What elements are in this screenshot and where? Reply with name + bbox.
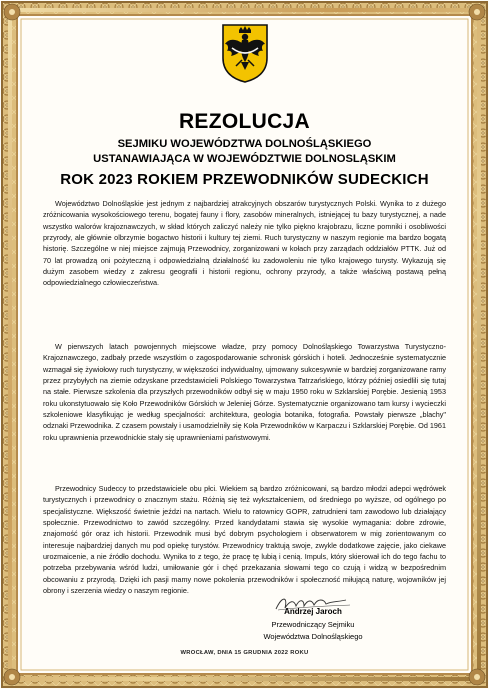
signatory-name: Andrzej Jaroch [284, 607, 342, 616]
document-headline: ROK 2023 ROKIEM PRZEWODNIKÓW SUDECKICH [60, 171, 429, 188]
document-title: REZOLUCJA [178, 110, 311, 133]
body-paragraph: Województwo Dolnośląskie jest jednym z najbardziej atrakcyjnych obszarów turystycznych Polski. Wynika to z dużego zróżnicowania wysokościowego terenu, bogatej fauny i flory, zasobów mineralnych, istniejącej tu bazy turystycznej, a nade wszystko walorów krajoznawczych, w skład których zaliczyć należy nie tylko piękno krajobrazu, liczne pomniki i osobliwości przyrody, ale głównie olbrzymie bogactwo historii i kultury tej ziemi. Ruch turystyczny w naszym regionie ma bardzo bogatą historię. Szczególne w niej miejsce zajmują Przewodnicy, zorganizowani w kołach przy zarządach oddziałów PTTK. Już od 70 lat prowadzą oni pożyteczną i odpowiedzialną działalność ku zadowoleniu nie tylko krajowego turysty. Wykazują się dużym zasobem wiedzy z zakresu geografii i historii regionu, ochrony przyrody, a także właściwą postawą pełną odpowiedzialnego człowieczeństwa. [43, 199, 446, 288]
place-date: WROCŁAW, DNIA 15 GRUDNIA 2022 ROKU [180, 650, 309, 656]
lower-silesia-eagle-crest-icon [220, 22, 270, 84]
signatory-role: Województwa Dolnośląskiego [263, 632, 363, 641]
body-paragraph: Przewodnicy Sudeccy to przedstawiciele obu płci. Wiekiem są bardzo zróżnicowani, są bardzo młodzi adepci wędrówek turystycznych i przewodnicy o znacznym stażu. Różnią się też wykształceniem, od średniego po wyższe, od ogólnego po specjalistyczne. Większość świetnie jeździ na nartach. Wielu to ratownicy GOPR, zatrudnieni tam zawodowo lub działający społecznie. Przewodnictwo to zawód szczególny. Przed kandydatami stawia się wysokie wymagania: dobre zdrowie, znajomość gór oraz ich historii. Przewodnik musi być dobrym psychologiem i obserwatorem w mig zorientowanym co interesuje najbardziej danych mu pod opiekę turystów. Przewodnicy traktują swoje, zwykle dodatkowe zajęcie, jako ciekawe urozmaicenie, a nie źródło dochodu. Wynika to z tego, że pracę tę lubią i cenią. Impuls, który skierował ich do tego fachu to potrzeba przebywania wśród ludzi, umiłowanie gór i chęć przekazania słowami tego co czują i widzą w bezpośrednim obcowaniu z przyrodą. Dzięki ich pasji mamy nowe pokolenia przewodników i społeczność miłującą naturę, wojowników jej obrony i szerzenia wiedzy o naszym regionie. [43, 484, 446, 596]
document-subtitle: USTANAWIAJĄCA W WOJEWÓDZTWIE DOLNOSLĄSKIM [93, 153, 396, 165]
body-paragraph: W pierwszych latach powojennych miejscowe władze, przy pomocy Dolnośląskiego Towarzystwa Turystyczno-Krajoznawczego, zadbały przede wszystkim o zagospodarowanie schronisk górskich i hoteli. Jednocześnie systematycznie wzmagał się żywiołowy ruch turystyczny, w większości indywidualny, ujmowany sukcesywnie w bardziej zorganizowane ramy przez przybyłych na ziemie odzyskane przedstawicieli Polskiego Towarzystwa Tatrzańskiego, którzy później osiedlili się tutaj na stałe. Pierwsze szkolenia dla przyszłych przewodników odbył się w maju 1950 roku w Szklarskiej Porębie. Jesienią 1953 roku ukonstytuowało się Koło Przewodników Górskich w Jeleniej Górze. Systematycznie organizowano tam kursy i wycieczki szkoleniowe klasyfikując je według specjalności: architektura, geologia botanika, fotografia. Powstały pierwsze „blachy" odznaki Przewodnika. Z czasem powstały i usamodzielniły się Koła Przewodników w Karpaczu i Szklarskiej Porębie. Od 1961 roku uprawnienia przewodnickie stały się uprawnieniami państwowymi. [43, 342, 446, 442]
document-subtitle: SEJMIKU WOJEWÓDZTWA DOLNOŚLĄSKIEGO [117, 138, 372, 150]
signatory-role: Przewodniczący Sejmiku [271, 620, 355, 629]
